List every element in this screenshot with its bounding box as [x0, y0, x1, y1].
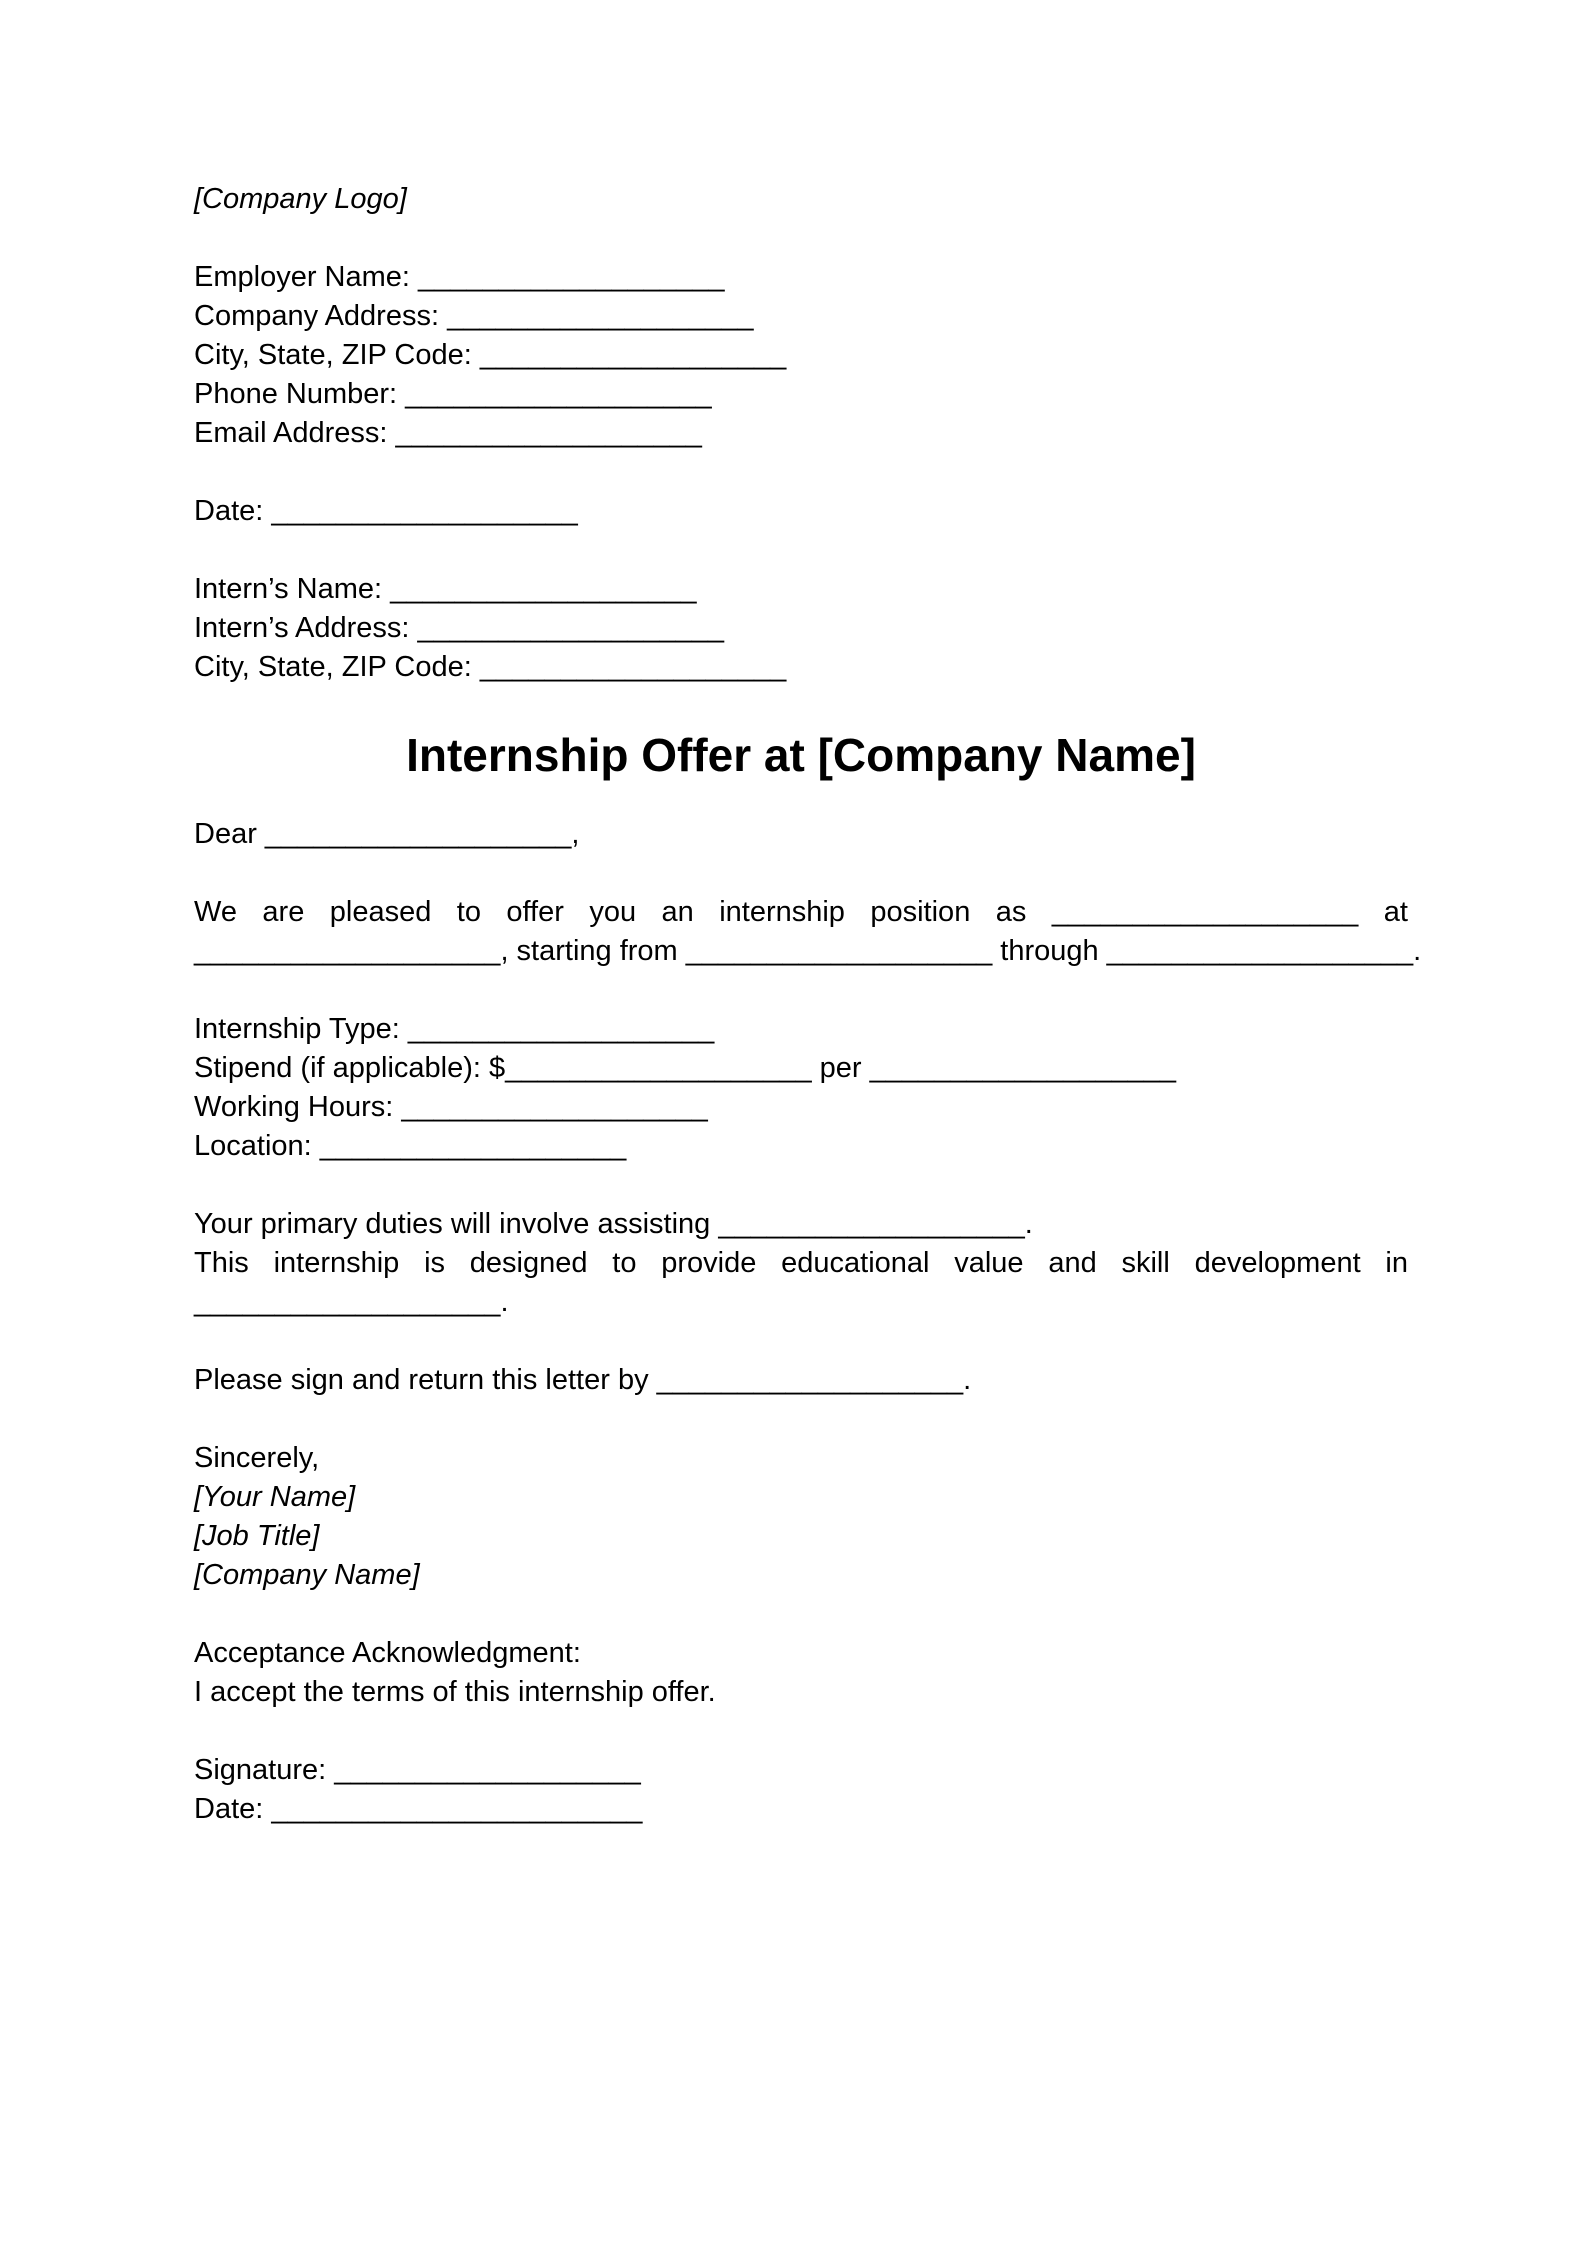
employer-name-field[interactable]: Employer Name: ___________________	[194, 261, 725, 293]
duties-line-1[interactable]: Your primary duties will involve assisting ___________________.	[194, 1208, 1033, 1240]
word: in	[1385, 1247, 1408, 1279]
spacer	[194, 531, 1408, 570]
letter-page	[194, 180, 1422, 1829]
spacer	[194, 854, 1408, 893]
spacer	[194, 1712, 1408, 1751]
spacer	[194, 219, 1408, 258]
spacer	[194, 1400, 1408, 1439]
spacer	[194, 1322, 1408, 1361]
word: are	[262, 896, 305, 928]
offer-line-2[interactable]: ___________________, starting from ___________________ through ___________________.	[194, 935, 1422, 967]
word: to	[612, 1247, 637, 1279]
offer-line-1	[194, 893, 1408, 932]
working-hours-field[interactable]: Working Hours: ___________________	[194, 1091, 708, 1123]
acceptance-statement: I accept the terms of this internship offer.	[194, 1676, 716, 1708]
word: internship	[273, 1247, 400, 1279]
word: to	[456, 896, 481, 928]
intern-address-field[interactable]: Intern’s Address: ___________________	[194, 612, 724, 644]
phone-number-field[interactable]: Phone Number: ___________________	[194, 378, 712, 410]
word: and	[1048, 1247, 1097, 1279]
word: We	[194, 896, 237, 928]
word: pleased	[329, 896, 432, 928]
stipend-field[interactable]: Stipend (if applicable): $___________________ per ___________________	[194, 1052, 1177, 1084]
word: you	[589, 896, 637, 928]
your-name-placeholder: [Your Name]	[194, 1481, 356, 1513]
acceptance-block	[194, 1634, 1408, 1829]
intern-block	[194, 570, 1408, 687]
word: an	[661, 896, 694, 928]
location-field[interactable]: Location: ___________________	[194, 1130, 627, 1162]
intern-name-field[interactable]: Intern’s Name: ___________________	[194, 573, 697, 605]
acceptance-heading: Acceptance Acknowledgment:	[194, 1637, 581, 1669]
duties-paragraph	[194, 1205, 1408, 1322]
company-name-placeholder: [Company Name]	[194, 1559, 420, 1591]
word: is	[424, 1247, 446, 1279]
job-title-placeholder: [Job Title]	[194, 1520, 320, 1552]
document-title: Internship Offer at [Company Name]	[406, 729, 1196, 781]
date-field[interactable]: Date: ___________________	[194, 495, 578, 527]
email-address-field[interactable]: Email Address: ___________________	[194, 417, 702, 449]
word: position	[870, 896, 971, 928]
company-address-field[interactable]: Company Address: ___________________	[194, 300, 754, 332]
internship-type-field[interactable]: Internship Type: ___________________	[194, 1013, 715, 1045]
company-logo-placeholder: [Company Logo]	[194, 183, 407, 215]
salutation[interactable]: Dear ___________________,	[194, 818, 580, 850]
employer-city-field[interactable]: City, State, ZIP Code: ___________________	[194, 339, 787, 371]
word: offer	[506, 896, 564, 928]
duties-line-3[interactable]: ___________________.	[194, 1286, 509, 1318]
word: educational	[781, 1247, 930, 1279]
word: as	[995, 896, 1027, 928]
word: internship	[719, 896, 845, 928]
word: at	[1383, 896, 1408, 928]
employer-block	[194, 258, 1408, 453]
spacer	[194, 971, 1408, 1010]
word: designed	[469, 1247, 588, 1279]
spacer	[194, 453, 1408, 492]
intern-city-field[interactable]: City, State, ZIP Code: ___________________	[194, 651, 787, 683]
details-block	[194, 1010, 1408, 1166]
position-blank[interactable]: ___________________	[1051, 896, 1359, 928]
acceptance-date-field[interactable]: Date: _______________________	[194, 1793, 643, 1825]
closing-block	[194, 1439, 1408, 1595]
spacer	[194, 1166, 1408, 1205]
closing-sincerely: Sincerely,	[194, 1442, 320, 1474]
word: skill	[1121, 1247, 1170, 1279]
word: This	[194, 1247, 249, 1279]
word: development	[1194, 1247, 1361, 1279]
word: value	[954, 1247, 1024, 1279]
word: provide	[661, 1247, 757, 1279]
spacer	[194, 1595, 1408, 1634]
return-by-line[interactable]: Please sign and return this letter by ___________________.	[194, 1364, 972, 1396]
duties-line-2	[194, 1244, 1408, 1283]
signature-field[interactable]: Signature: ___________________	[194, 1754, 641, 1786]
offer-paragraph	[194, 893, 1422, 971]
